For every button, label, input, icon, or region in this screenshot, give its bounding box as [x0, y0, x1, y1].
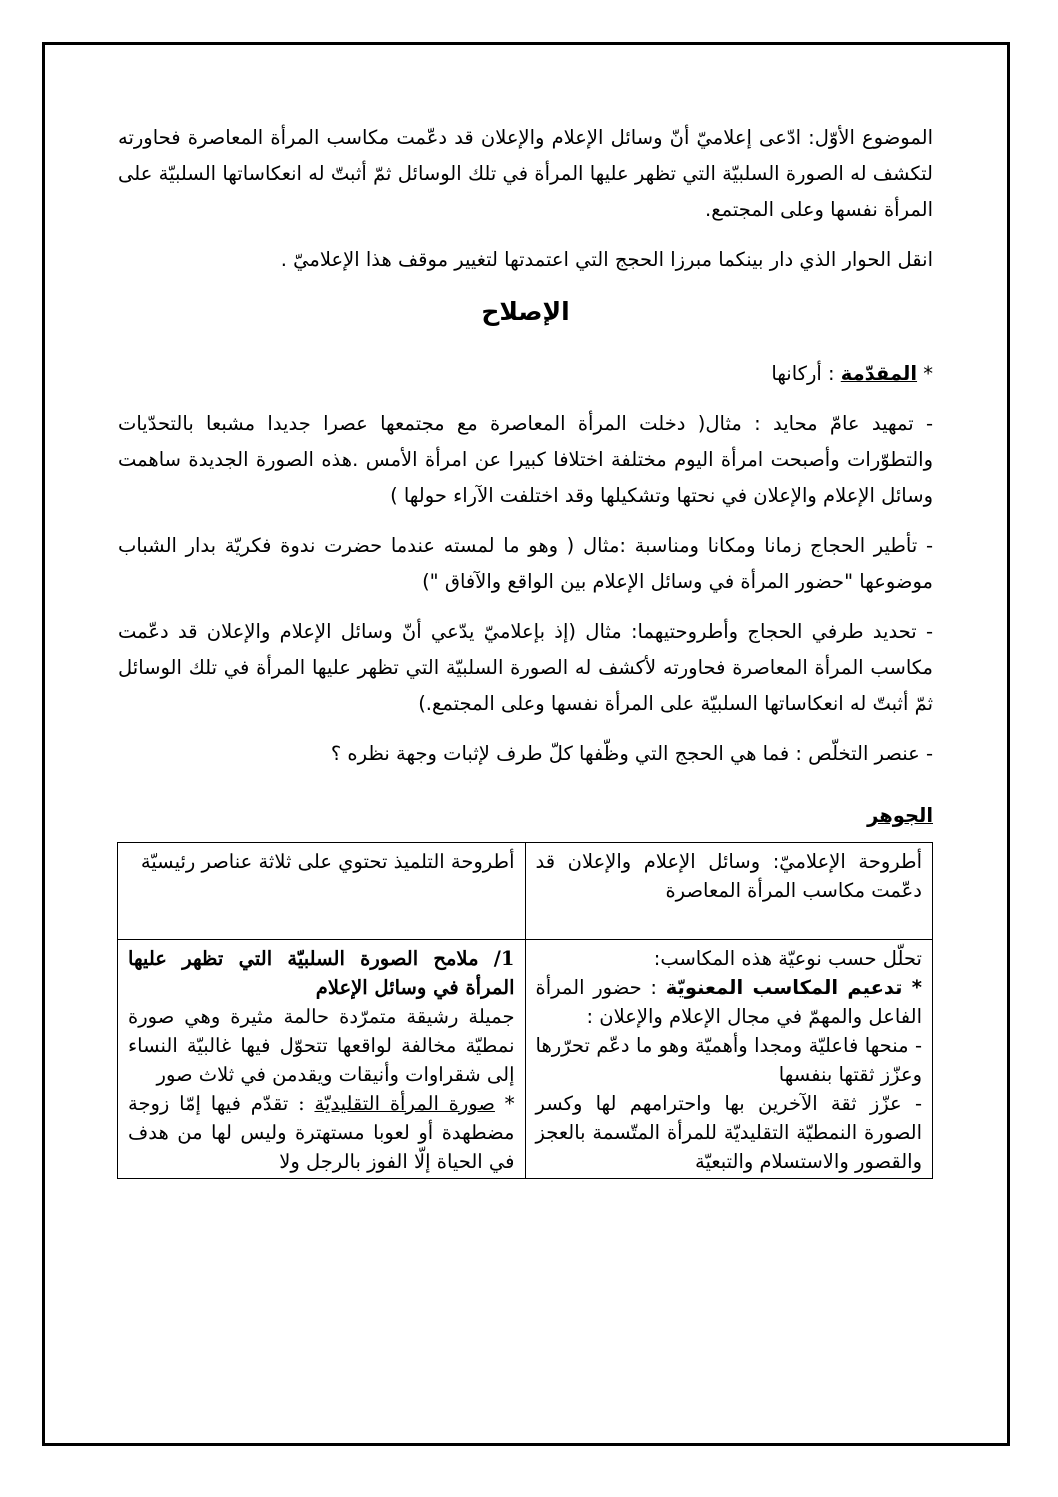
- page-title: الإصلاح: [481, 297, 570, 326]
- journalist-thesis-cell: أطروحة الإعلاميّ: وسائل الإعلام والإعلان قد دعّمت مكاسب المرأة المعاصرة: [525, 843, 933, 940]
- intro-item-parties: - تحديد طرفي الحجاج وأطروحتيهما: مثال (إذ بإعلاميّ يدّعي أنّ وسائل الإعلام والإعلان قد دعّمت مكاسب المرأة المعاصرة فحاورته لأكشف له الصورة السلبيّة التي تظهر عليها المرأة في تلك الوسائل ثمّ أثبتّ له انعكاساتها السلبيّة على المرأة نفسها وعلى المجتمع.): [118, 620, 933, 715]
- traditional-image-heading: صورة المرأة التقليديّة: [314, 1092, 495, 1115]
- intro-item-transition: - عنصر التخلّص : فما هي الحجج التي وظّفها كلّ طرف لإثبات وجهة نظره ؟: [330, 742, 933, 765]
- journalist-arguments-cell: [525, 940, 933, 1179]
- intro-heading: [118, 356, 933, 392]
- intro-star: *: [917, 362, 933, 385]
- negative-image-heading: 1/ ملامح الصورة السلبيّة التي تظهر عليها المرأة في وسائل الإعلام: [128, 947, 515, 999]
- intro-item-framing: - تأطير الحجاج زمانا ومكانا ومناسبة :مثال ( وهو ما لمسته عندما حضرت ندوة فكريّة بدار الشباب موضوعها "حضور المرأة في وسائل الإعلام بين الواقع والآفاق "): [118, 534, 933, 593]
- traditional-image-text: : تقدّم فيها إمّا زوجة مضطهدة أو لعوبا مستهترة وليس لها من هدف في الحياة إلّا الفوز بالرجل ولا: [128, 1092, 515, 1173]
- cell-line: تحلّل حسب نوعيّة هذه المكاسب:: [653, 947, 922, 970]
- student-thesis-cell: أطروحة التلميذ تحتوي على ثلاثة عناصر رئيسيّة: [118, 843, 526, 940]
- moral-gains-text: : حضور المرأة الفاعل والمهمّ في مجال الإعلام والإعلان :: [535, 976, 922, 1028]
- intro-heading-label: المقدّمة: [840, 362, 918, 385]
- moral-gains-heading: * تدعيم المكاسب المعنويّة: [665, 976, 922, 999]
- cell-line: - عزّز ثقة الآخرين بها واحترامهم لها وكسر الصورة النمطيّة التقليديّة للمرأة المتّسمة بالعجز والقصور والاستسلام والتبعيّة: [535, 1092, 922, 1173]
- table-row: [118, 843, 933, 940]
- student-arguments-cell: [118, 940, 526, 1179]
- prompt-paragraph: الموضوع الأوّل: ادّعى إعلاميّ أنّ وسائل الإعلام والإعلان قد دعّمت مكاسب المرأة المعاصرة فحاورته لتكشف له الصورة السلبيّة التي تظهر عليها المرأة في تلك الوسائل ثمّ أثبتّ له انعكاساتها السلبيّة على المرأة نفسها وعلى المجتمع.: [118, 126, 933, 221]
- intro-heading-tail: : أركانها: [771, 362, 841, 385]
- table-row: [118, 940, 933, 1179]
- cell-line: [128, 1089, 515, 1176]
- intro-item-general: - تمهيد عامّ محايد : مثال( دخلت المرأة المعاصرة مع مجتمعها عصرا جديدا مشبعا بالتحدّيات والتطوّرات وأصبحت امرأة اليوم مختلفة اختلافا كبيرا عن امرأة الأمس .هذه الصورة الجديدة ساهمت وسائل الإعلام والإعلان في نحتها وتشكيلها وقد اختلفت الآراء حولها ): [118, 412, 933, 507]
- body-heading: الجوهر: [867, 804, 933, 827]
- sub-star: *: [494, 1092, 515, 1115]
- cell-line: جميلة رشيقة متمرّدة حالمة مثيرة وهي صورة نمطيّة مخالفة لواقعها تتحوّل فيها غالبيّة النساء إلى شقراوات وأنيقات ويقدمن في ثلاث صور: [128, 1005, 515, 1086]
- cell-line: [536, 973, 923, 1031]
- document-body: [118, 120, 933, 1179]
- cell-line: - منحها فاعليّة ومجدا وأهميّة وهو ما دعّم تحرّرها وعزّز ثقتها بنفسها: [535, 1034, 922, 1086]
- thesis-table: [117, 842, 933, 1179]
- prompt-instruction: انقل الحوار الذي دار بينكما مبرزا الحجج التي اعتمدتها لتغيير موقف هذا الإعلاميّ .: [280, 248, 933, 271]
